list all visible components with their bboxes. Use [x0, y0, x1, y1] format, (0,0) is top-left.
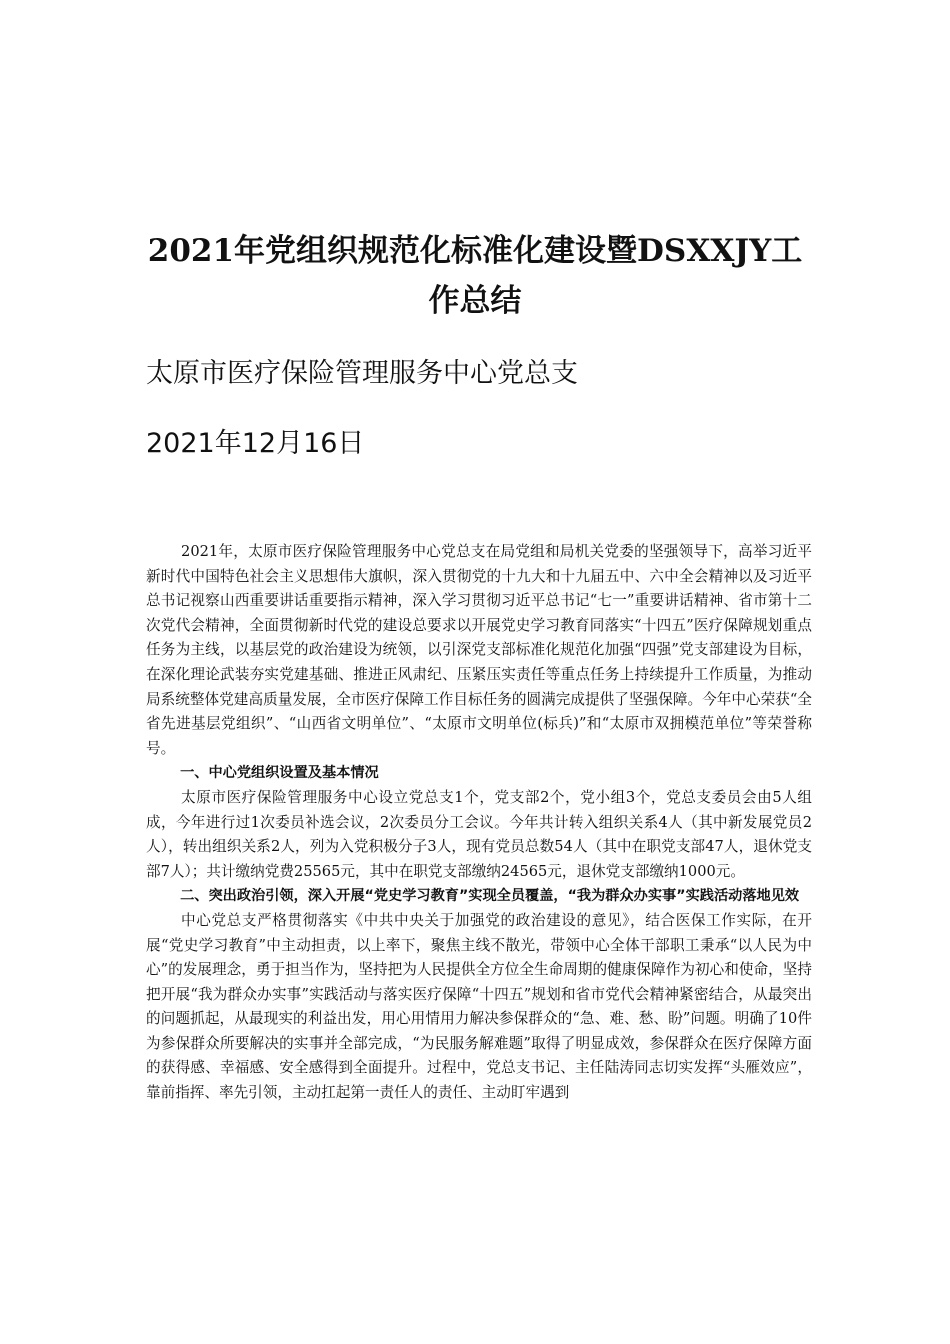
organization-name: 太原市医疗保险管理服务中心党总支 — [146, 358, 578, 389]
section-1-paragraph: 太原市医疗保险管理服务中心设立党总支1个，党支部2个，党小组3个，党总支委员会由5人组成，今年进行过1次委员补选会议，2次委员分工会议。今年共计转入组织关系4人（其中新发展党员2人），转出组织关系2人，列为入党积极分子3人，现有党员总数54人（其中在职党支部47人，退休党支部7人）；共计缴纳党费25565元，其中在职党支部缴纳24565元，退休党支部缴纳1000元。 — [146, 788, 812, 880]
intro-paragraph: 2021年，太原市医疗保险管理服务中心党总支在局党组和局机关党委的坚强领导下，高举习近平新时代中国特色社会主义思想伟大旗帜，深入贯彻党的十九大和十九届五中、六中全会精神以及习近平总书记视察山西重要讲话重要指示精神，深入学习贯彻习近平总书记“七一”重要讲话精神、省市第十二次党代会精神，全面贯彻新时代党的建设总要求以开展党史学习教育同落实“十四五”医疗保障规划重点任务为主线，以基层党的政治建设为统领，以引深党支部标准化规范化加强“四强”党支部建设为目标，在深化理论武装夯实党建基础、推进正风肃纪、压紧压实责任等重点任务上持续提升工作质量，为推动局系统整体党建高质量发展，全市医疗保障工作目标任务的圆满完成提供了坚强保障。今年中心荣获“全省先进基层党组织”、“山西省文明单位”、“太原市文明单位(标兵)”和“太原市双拥模范单位”等荣誉称号。 — [146, 543, 812, 757]
document-date: 2021年12月16日 — [146, 428, 365, 459]
section-heading-2: 二、突出政治引领，深入开展“党史学习教育”实现全员覆盖，“我为群众办实事”实践活动落地见效 — [180, 888, 800, 905]
document-title: 2021年党组织规范化标准化建设暨DSXXJY工作总结 — [147, 233, 803, 319]
document-body — [146, 540, 812, 1106]
section-2-paragraph: 中心党总支严格贯彻落实《中共中央关于加强党的政治建设的意见》，结合医保工作实际，在开展“党史学习教育”中主动担责，以上率下，聚焦主线不散光，带领中心全体干部职工秉承“以人民为中心”的发展理念，勇于担当作为，坚持把为人民提供全方位全生命周期的健康保障作为初心和使命，坚持把开展“我为群众办实事”实践活动与落实医疗保障“十四五”规划和省市党代会精神紧密结合，从最突出的问题抓起，从最现实的利益出发，用心用情用力解决参保群众的“急、难、愁、盼”问题。明确了10件为参保群众所要解决的实事并全部完成，“为民服务解难题”取得了明显成效，参保群众在医疗保障方面的获得感、幸福感、安全感得到全面提升。过程中，党总支书记、主任陆涛同志切实发挥“头雁效应”，靠前指挥、率先引领，主动扛起第一责任人的责任、主动盯牢遇到 — [146, 911, 812, 1102]
section-heading-1: 一、中心党组织设置及基本情况 — [180, 765, 379, 782]
